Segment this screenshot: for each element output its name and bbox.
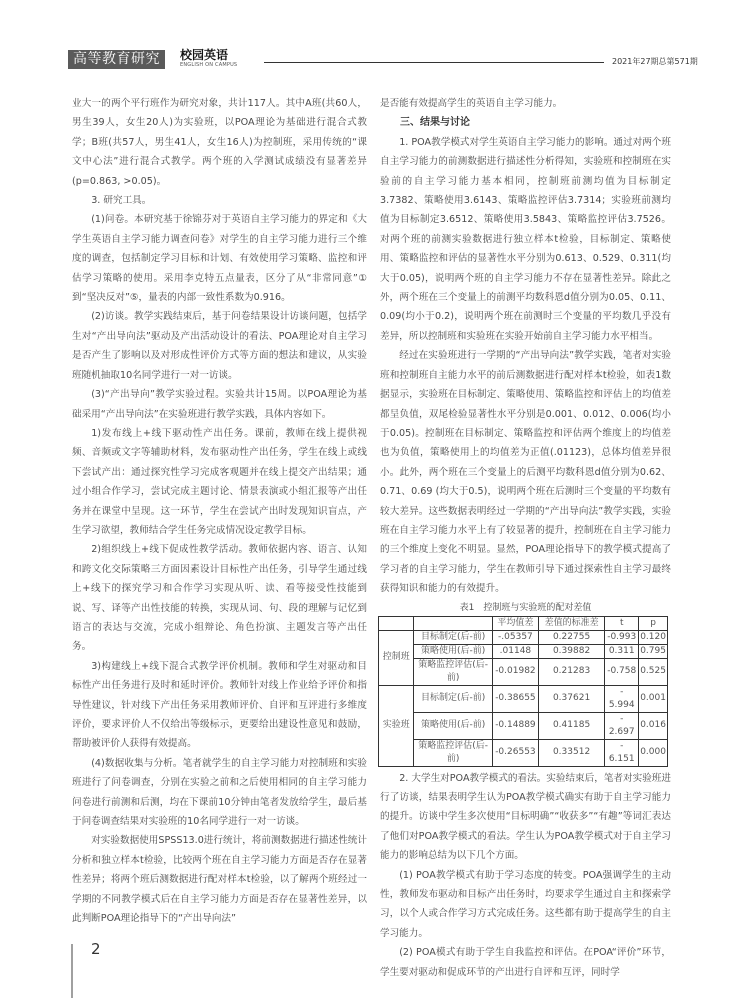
cell-p: 0.795 [639,644,668,658]
right-column-top [380,94,671,599]
cell-p: 0.120 [639,630,668,644]
journal-logo-en: ENGLISH ON CAMPUS [180,62,238,68]
paragraph: (2) POA模式有助于学生自我监控和评估。在POA“评价”环节，学生要对驱动和促成环节的产出进行自评和互评，同时学 [380,947,671,978]
cell-item: 目标制定(后-前) [414,685,493,712]
header-rule [264,62,604,63]
left-column [72,94,367,928]
cell-p: 0.016 [639,712,668,739]
cell-sd-diff: 0.33512 [538,739,604,766]
cell-item: 策略监控评估(后-前) [414,658,493,685]
paragraph: 是否能有效提高学生的英语自主学习能力。 [380,98,563,109]
cell-p: 0.000 [639,739,668,766]
paragraph: (1)问卷。本研究基于徐锦芬对于英语自主学习能力的界定和《大学生英语自主学习能力调查问卷》对学生的自主学习能力进行三个维度的调查，包括制定学习目标和计划、有效使用学习策略、监控和评估学习策略的使用。采用李克特五点量表，区分了从“非常同意”①到“坚决反对”⑤，量表的内部一致性系数为0.916。 [72,214,367,304]
cell-item: 策略使用(后-前) [414,712,493,739]
group-label: 控制班 [379,630,414,685]
cell-mean-diff: -.05357 [492,630,538,644]
paragraph: 3)构建线上+线下混合式教学评价机制。教师和学生对驱动和目标性产出任务进行及时和延时评价。教师针对线上作业给予评价和指导性建议，针对线下产出任务采用教师评价、自评和互评进行多维度评价，要求评价人不仅给出等级标示，更要给出建设性意见和鼓励，帮助被评价人获得有效提高。 [72,660,367,750]
paragraph: 3. 研究工具。 [91,195,152,207]
cell-sd-diff: 0.37621 [538,685,604,712]
table-row [379,712,668,739]
paragraph: (2)访谈。教学实践结束后，基于问卷结果设计访谈问题，包括学生对“产出导向法”驱动及产出活动设计的看法、POA理论对自主学习是否产生了影响以及对形成性评价方式等方面的想法和建议，从实验班随机抽取10名同学进行一对一访谈。 [72,311,367,381]
column-header: 平均值差 [492,616,538,630]
journal-logo-cn: 校园英语 [180,48,229,62]
column-header [379,616,414,630]
cell-sd-diff: 0.39882 [538,644,604,658]
journal-section-label: 高等教育研究 [68,50,165,69]
section-heading: 三、结果与讨论 [400,117,470,129]
column-header: 差值的标准差 [538,616,604,630]
cell-item: 策略使用(后-前) [414,644,493,658]
cell-t: -0.758 [605,658,639,685]
cell-t: 0.311 [605,644,639,658]
page-number: 2 [91,940,101,958]
table-row [379,630,668,644]
paragraph: 1)发布线上+线下驱动性产出任务。课前，教师在线上提供视频、音频或文字等辅助材料，发布驱动性产出任务，学生在线上或线下尝试产出：通过探究性学习完成客观题并在线上提交产出结果；通过小组合作学习，尝试完成主题讨论、情景表演或小组汇报等产出任务并在课堂中呈现。这一环节，学生在尝试产出时发现知识盲点，产生学习欲望，教师结合学生任务完成情况设定教学目标。 [72,427,367,536]
paragraph: 业大一的两个平行班作为研究对象，共计117人。其中A班(共60人，男生39人，女生20人)为实验班，以POA理论为基础进行混合式教学；B班(共57人，男生41人，女生16人)为控制班，采用传统的“课文中心法”进行混合式教学。两个班的入学测试成绩没有显著差异(p=0.863, >0.05)。 [72,98,367,187]
cell-mean-diff: -0.26553 [492,739,538,766]
paragraph: 对实验数据使用SPSS13.0进行统计，将前测数据进行描述性统计分析和独立样本t检验，比较两个班在自主学习能力方面是否存在显著性差异；将两个班后测数据进行配对样本t检验，以了解两个班经过一学期的不同教学模式后在自主学习能力方面是否存在显著性差异，以此判断POA理论指导下的“产出导向法” [72,835,367,925]
table-row [379,644,668,658]
column-header: t [605,616,639,630]
column-header: p [639,616,668,630]
table-header-row [379,616,668,630]
cell-t: - 6.151 [605,739,639,766]
column-header [414,616,493,630]
table-caption: 表1 控制班与实验班的配对差值 [459,602,592,613]
paragraph: (4)数据收集与分析。笔者就学生的自主学习能力对控制班和实验班进行了问卷调查，分别在实验之前和之后使用相同的自主学习能力问卷进行前测和后测，均在下课前10分钟由笔者发放给学生，最后基于问卷调查结果对实验班的10名同学进行一对一访谈。 [72,757,367,828]
paragraph: 2. 大学生对POA教学模式的看法。实验结束后，笔者对实验班进行了访谈，结果表明学生认为POA教学模式确实有助于自主学习能力的提升。访谈中学生多次使用“目标明确”“收获多”“有趣”等词汇表达了他们对POA教学模式的看法。学生认为POA教学模式对于自主学习能力的影响总结为以下几个方面。 [380,772,671,862]
cell-t: -0.993 [605,630,639,644]
paired-difference-table [378,616,668,767]
right-column [380,94,671,982]
cell-t: - 5.994 [605,685,639,712]
cell-sd-diff: 0.41185 [538,712,604,739]
cell-p: 0.001 [639,685,668,712]
cell-item: 目标制定(后-前) [414,630,493,644]
paragraph: 1. POA教学模式对学生英语自主学习能力的影响。通过对两个班自主学习能力的前测数据进行描述性分析得知，实验班和控制班在实验前的自主学习能力基本相同，控制班前测均值为目标制定3.7382、策略使用3.6143、策略监控评估3.7314；实验班前测均值为目标制定3.6512、策略使用3.5843、策略监控评估3.7526。对两个班的前测实验数据进行独立样本t检验，目标制定、策略使用、策略监控和评估的显著性水平分别为0.613、0.529、0.311(均大于0.05)，说明两个班的自主学习能力不存在显著性差异。除此之外，两个班在三个变量上的前测平均数科恩d值分别为0.05、0.11、0.09(均小于0.2)，说明两个班在前测时三个变量的平均数几乎没有差异，所以控制班和实验班在实验开始前自主学习能力水平相当。 [380,136,671,342]
cell-sd-diff: 0.21283 [538,658,604,685]
cell-item: 策略监控评估(后-前) [414,739,493,766]
page-margin-rule [71,944,73,998]
cell-sd-diff: 0.22755 [538,630,604,644]
cell-mean-diff: .01148 [492,644,538,658]
cell-t: - 2.697 [605,712,639,739]
paragraph: (3)“产出导向”教学实验过程。实验共计15周。以POA理论为基础采用“产出导向法”在实验班进行教学实践，具体内容如下。 [72,389,367,420]
table-row [379,739,668,766]
paragraph: 经过在实验班进行一学期的“产出导向法”教学实践，笔者对实验班和控制班自主能力水平的前后测数据进行配对样本t检验，如表1数据显示，实验班在目标制定、策略使用、策略监控和评估上的均值差都呈负值，双尾检验显著性水平分别是0.001、0.012、0.006(均小于0.05)。控制班在目标制定、策略监控和评估两个维度上的均值差也为负值，策略使用上的均值差为正值(.01123)，总体均值差异很小。此外，两个班在三个变量上的后测平均数科恩d值分别为0.62、0.71、0.69 (均大于0.5)，说明两个班在后测时三个变量的平均数有较大差异。这些数据表明经过一学期的“产出导向法”教学实践，实验班在自主学习能力水平上有了较显著的提升，控制班在自主学习能力的三个维度上变化不明显。显然，POA理论指导下的教学模式提高了学习者的自主学习能力，学生在教师引导下通过探索性自主学习最终获得知识和能力的有效提升。 [380,350,671,595]
paragraph: 2)组织线上+线下促成性教学活动。教师依据内容、语言、认知和跨文化交际策略三方面因素设计目标性产出任务，引导学生通过线上+线下的探究学习和合作学习实现从听、读、看等接受性技能到说、写、译等产出性技能的转换，实现从词、句、段的理解与记忆到语言的表达与交流，完成小组辩论、角色扮演、主题发言等产出任务。 [72,544,367,653]
cell-mean-diff: -0.01982 [492,658,538,685]
running-header [68,50,708,72]
table-row [379,658,668,685]
table-row [379,685,668,712]
group-label: 实验班 [379,685,414,766]
issue-number: 2021年27期总第571期 [612,57,698,66]
right-column-bottom [380,769,671,982]
cell-mean-diff: -0.38655 [492,685,538,712]
paragraph: (1) POA教学模式有助于学习态度的转变。POA强调学生的主动性，教师发布驱动和目标产出任务时，均要求学生通过自主和探索学习，以个人或合作学习方式完成任务。这些都有助于提高学生的自主学习能力。 [380,869,671,939]
cell-p: 0.525 [639,658,668,685]
cell-mean-diff: -0.14889 [492,712,538,739]
